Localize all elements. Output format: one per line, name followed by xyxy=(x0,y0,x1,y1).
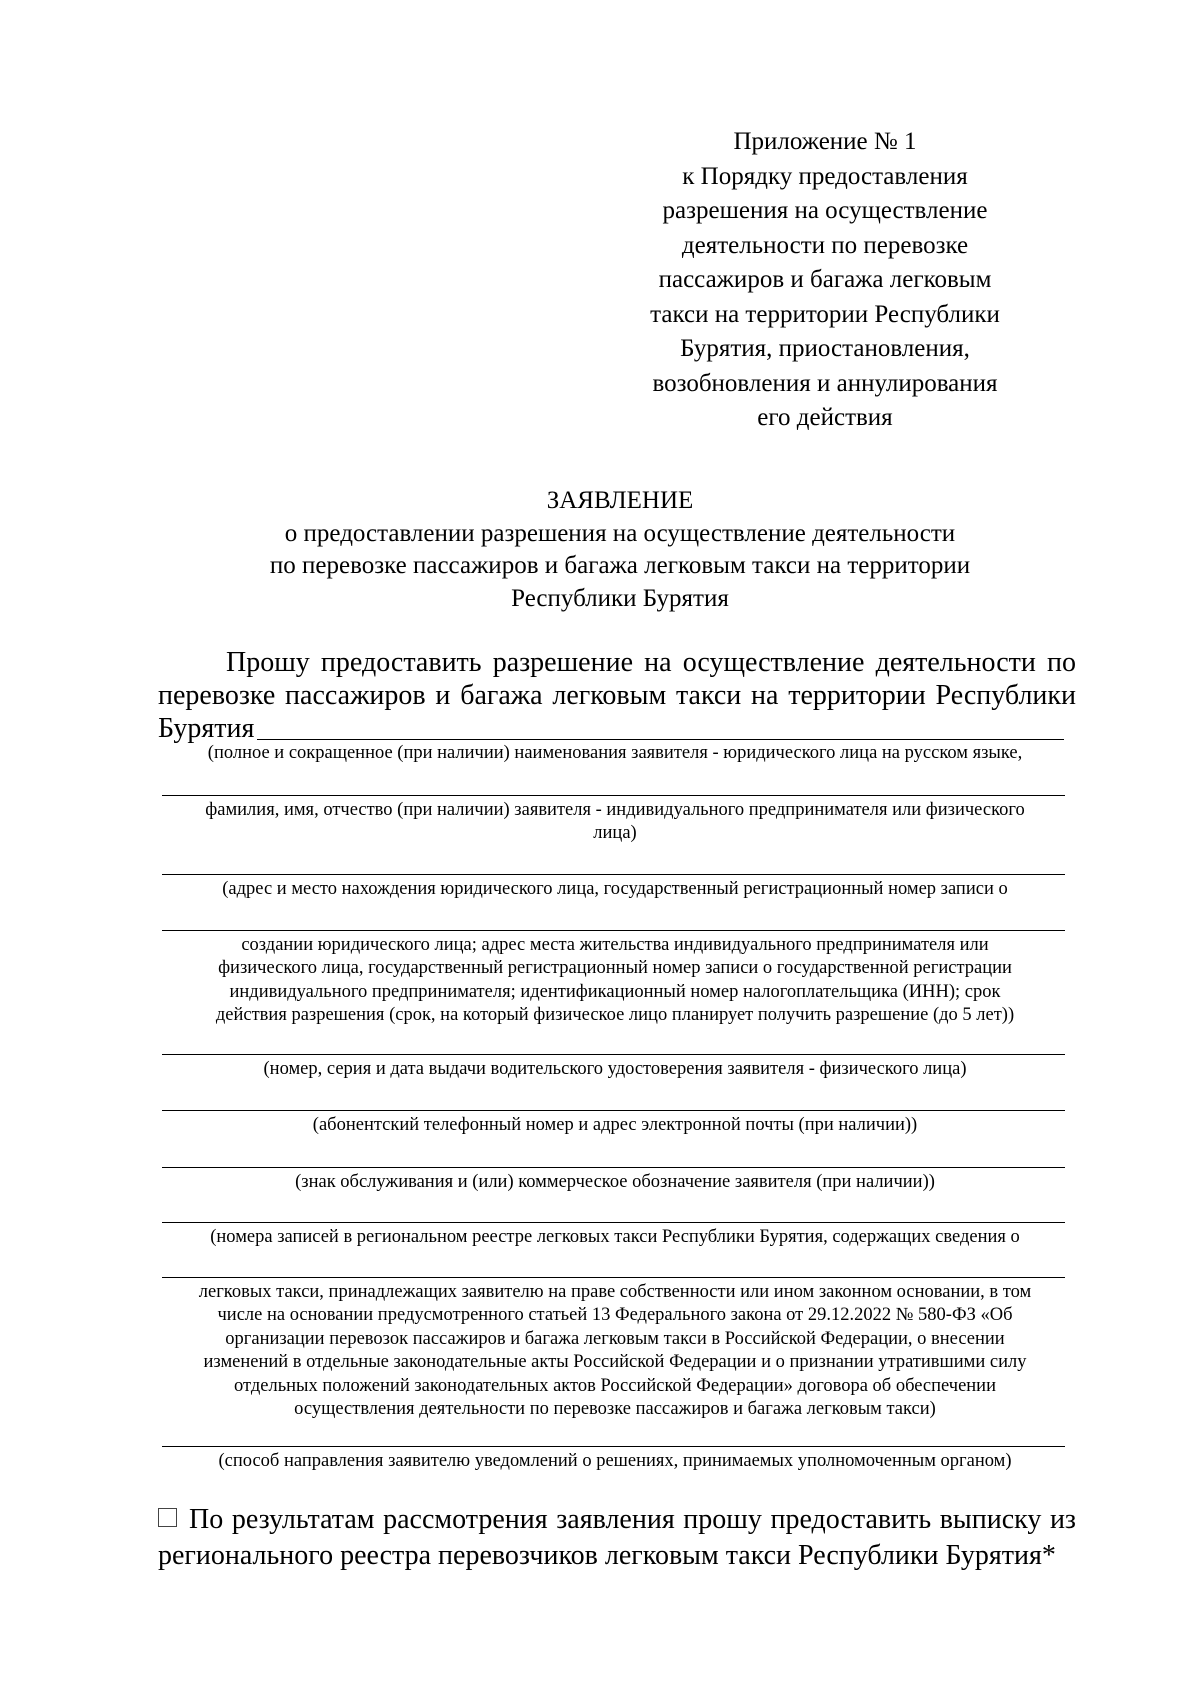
extract-request-checkbox[interactable] xyxy=(158,1508,177,1527)
extract-request-text: По результатам рассмотрения заявления прошу предоставить выписку из xyxy=(189,1504,1076,1535)
caption-line: организации перевозок пассажиров и багажа легковым такси в Российской Федерации, о внесении xyxy=(225,1328,1005,1349)
caption-line: фамилия, имя, отчество (при наличии) заявителя - индивидуального предпринимателя или физического xyxy=(205,800,1025,820)
title-line: Республики Бурятия xyxy=(511,584,729,612)
caption-line: физического лица, государственный регистрационный номер записи о государственной регистрации xyxy=(218,958,1012,979)
caption-applicant-name xyxy=(160,742,1070,765)
notification-method-field[interactable] xyxy=(162,1446,1065,1447)
driver-license-field[interactable] xyxy=(162,1054,1065,1055)
appendix-line: Приложение № 1 xyxy=(733,128,917,155)
request-line: перевозке пассажиров и багажа легковым такси на территории Республики xyxy=(158,680,1076,711)
appendix-line: пассажиров и багажа легковым xyxy=(658,266,992,293)
caption-line: осуществления деятельности по перевозке пассажиров и багажа легковым такси) xyxy=(294,1399,936,1420)
document-title xyxy=(160,485,1080,615)
caption-line: (способ направления заявителю уведомлений о решениях, принимаемых уполномоченным органом) xyxy=(218,1451,1012,1471)
title-line: о предоставлении разрешения на осуществление деятельности xyxy=(284,519,956,547)
caption-line: индивидуального предпринимателя; идентификационный номер налогоплательщика (ИНН); срок xyxy=(229,981,1001,1002)
caption-line: (номер, серия и дата выдачи водительского удостоверения заявителя - физического лица) xyxy=(263,1059,967,1079)
caption-line: (абонентский телефонный номер и адрес электронной почты (при наличии)) xyxy=(312,1115,918,1135)
appendix-line: деятельности по перевозке xyxy=(681,231,969,259)
caption-applicant-fio xyxy=(160,799,1070,846)
contacts-field[interactable] xyxy=(162,1110,1065,1111)
applicant-name-field-2[interactable] xyxy=(162,795,1065,796)
appendix-line: его действия xyxy=(757,404,893,431)
applicant-address-field[interactable] xyxy=(162,874,1065,875)
caption-line: числе на основании предусмотренного статьей 13 Федерального закона от 29.12.2022 № 580-ФЗ «Об xyxy=(217,1305,1013,1326)
title-line: по перевозке пассажиров и багажа легковым такси на территории xyxy=(269,552,971,579)
caption-line: (адрес и место нахождения юридического лица, государственный регистрационный номер записи о xyxy=(222,879,1008,899)
extract-request-line: регионального реестра перевозчиков легковым такси Республики Бурятия* xyxy=(158,1540,1056,1571)
caption-driver-license xyxy=(160,1058,1070,1081)
appendix-line: к Порядку предоставления xyxy=(682,162,968,190)
caption-notification-method xyxy=(160,1450,1070,1473)
appendix-header xyxy=(590,125,1060,436)
caption-contacts xyxy=(160,1114,1070,1137)
caption-line: (номера записей в региональном реестре легковых такси Республики Бурятия, содержащих сведения о xyxy=(210,1227,1020,1247)
caption-line: отдельных положений законодательных актов Российской Федерации» договора об обеспечении xyxy=(234,1375,996,1396)
appendix-line: возобновления и аннулирования xyxy=(652,369,998,397)
caption-registration xyxy=(160,934,1070,1028)
applicant-registration-field[interactable] xyxy=(162,930,1065,931)
caption-taxi-registry xyxy=(160,1226,1070,1249)
caption-line: лица) xyxy=(593,823,637,844)
request-line: Прошу предоставить разрешение на осуществление деятельности по xyxy=(226,647,1076,678)
appendix-line: разрешения на осуществление xyxy=(662,197,988,224)
caption-line: легковых такси, принадлежащих заявителю на праве собственности или ином законном основании, в том xyxy=(198,1282,1032,1302)
caption-line: создании юридического лица; адрес места жительства индивидуального предпринимателя или xyxy=(241,935,989,955)
title-heading: ЗАЯВЛЕНИЕ xyxy=(546,487,694,514)
extract-request-line xyxy=(158,1502,1076,1538)
caption-line: (полное и сокращенное (при наличии) наименования заявителя - юридического лица на русском языке, xyxy=(207,743,1023,763)
caption-address xyxy=(160,878,1070,901)
taxi-registry-field[interactable] xyxy=(162,1222,1065,1223)
taxi-registry-field-2[interactable] xyxy=(162,1277,1065,1278)
caption-taxi-ownership xyxy=(160,1281,1070,1421)
appendix-line: Бурятия, приостановления, xyxy=(680,335,970,362)
caption-line: (знак обслуживания и (или) коммерческое обозначение заявителя (при наличии)) xyxy=(295,1172,935,1192)
service-mark-field[interactable] xyxy=(162,1167,1065,1168)
applicant-name-field[interactable] xyxy=(257,739,1064,740)
extract-request xyxy=(158,1502,1076,1574)
caption-service-mark xyxy=(160,1171,1070,1194)
request-paragraph xyxy=(158,646,1076,745)
caption-line: изменений в отдельные законодательные акты Российской Федерации и о признании утратившими силу xyxy=(203,1352,1027,1373)
caption-line: действия разрешения (срок, на который физическое лицо планирует получить разрешение (до 5 лет)) xyxy=(215,1005,1015,1026)
appendix-line: такси на территории Республики xyxy=(650,300,1000,328)
request-line: Бурятия xyxy=(158,713,255,744)
